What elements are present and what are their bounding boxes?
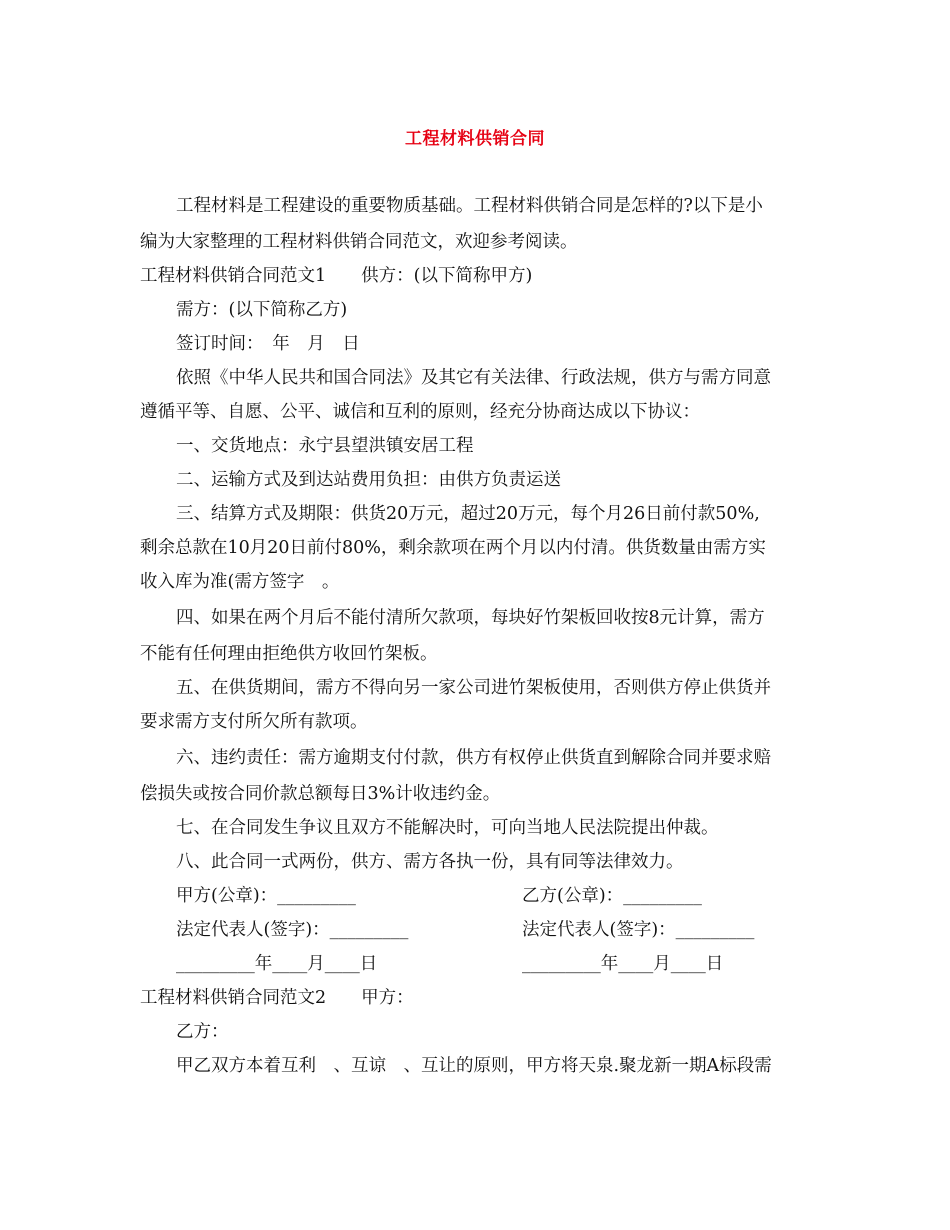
clause-5-line-2: 要求需方支付所欠所有款项。 — [140, 712, 368, 732]
clause-4-line-2: 不能有任何理由拒绝供方收回竹架板。 — [140, 644, 438, 664]
party-a-representative: 法定代表人(签字)：_________ — [176, 920, 409, 940]
basis-line-1: 依照《中华人民共和国合同法》及其它有关法律、行政法规，供方与需方同意 — [176, 368, 771, 388]
clause-5-line-1: 五、在供货期间，需方不得向另一家公司进竹架板使用，否则供方停止供货并 — [176, 678, 771, 698]
clause-6-line-2: 偿损失或按合同价款总额每日3%计收违约金。 — [140, 784, 501, 804]
clause-3-line-3: 收入库为准(需方签字 。 — [140, 572, 340, 592]
party-b-representative: 法定代表人(签字)：_________ — [522, 920, 755, 940]
intro-line-2: 编为大家整理的工程材料供销合同范文，欢迎参考阅读。 — [140, 232, 578, 252]
intro-line-1: 工程材料是工程建设的重要物质基础。工程材料供销合同是怎样的?以下是小 — [176, 196, 763, 216]
sign-time-line: 签订时间： 年 月 日 — [176, 334, 360, 354]
clause-8: 八、此合同一式两份，供方、需方各执一份，具有同等法律效力。 — [176, 852, 684, 872]
sample1-heading: 工程材料供销合同范文1 供方：(以下简称甲方) — [140, 266, 533, 286]
clause-4-line-1: 四、如果在两个月后不能付清所欠款项，每块好竹架板回收按8元计算，需方 — [176, 608, 765, 628]
clause-1: 一、交货地点：永宁县望洪镇安居工程 — [176, 436, 474, 456]
clause-3-line-2: 剩余总款在10月20日前付80%，剩余款项在两个月以内付清。供货数量由需方实 — [140, 538, 766, 558]
clause-7: 七、在合同发生争议且双方不能解决时，可向当地人民法院提出仲裁。 — [176, 818, 719, 838]
clause-2: 二、运输方式及到达站费用负担：由供方负责运送 — [176, 470, 561, 490]
buyer-line: 需方：(以下简称乙方) — [176, 300, 348, 320]
sample2-opening: 甲乙双方本着互利 、互谅 、互让的原则，甲方将天泉.聚龙新一期A标段需 — [176, 1056, 772, 1076]
sample2-heading: 工程材料供销合同范文2 甲方： — [140, 988, 414, 1008]
basis-line-2: 遵循平等、自愿、公平、诚信和互利的原则，经充分协商达成以下协议： — [140, 402, 700, 422]
clause-6-line-1: 六、违约责任：需方逾期支付付款，供方有权停止供货直到解除合同并要求赔 — [176, 748, 771, 768]
document-title: 工程材料供销合同 — [405, 129, 545, 149]
party-a-date: _________年____月____日 — [176, 954, 378, 974]
party-b-date: _________年____月____日 — [522, 954, 724, 974]
party-a-seal: 甲方(公章)：_________ — [176, 886, 356, 906]
sample2-party-b: 乙方： — [176, 1022, 229, 1042]
clause-3-line-1: 三、结算方式及期限：供货20万元，超过20万元，每个月26日前付款50%, — [176, 504, 760, 524]
party-b-seal: 乙方(公章)：_________ — [522, 886, 702, 906]
